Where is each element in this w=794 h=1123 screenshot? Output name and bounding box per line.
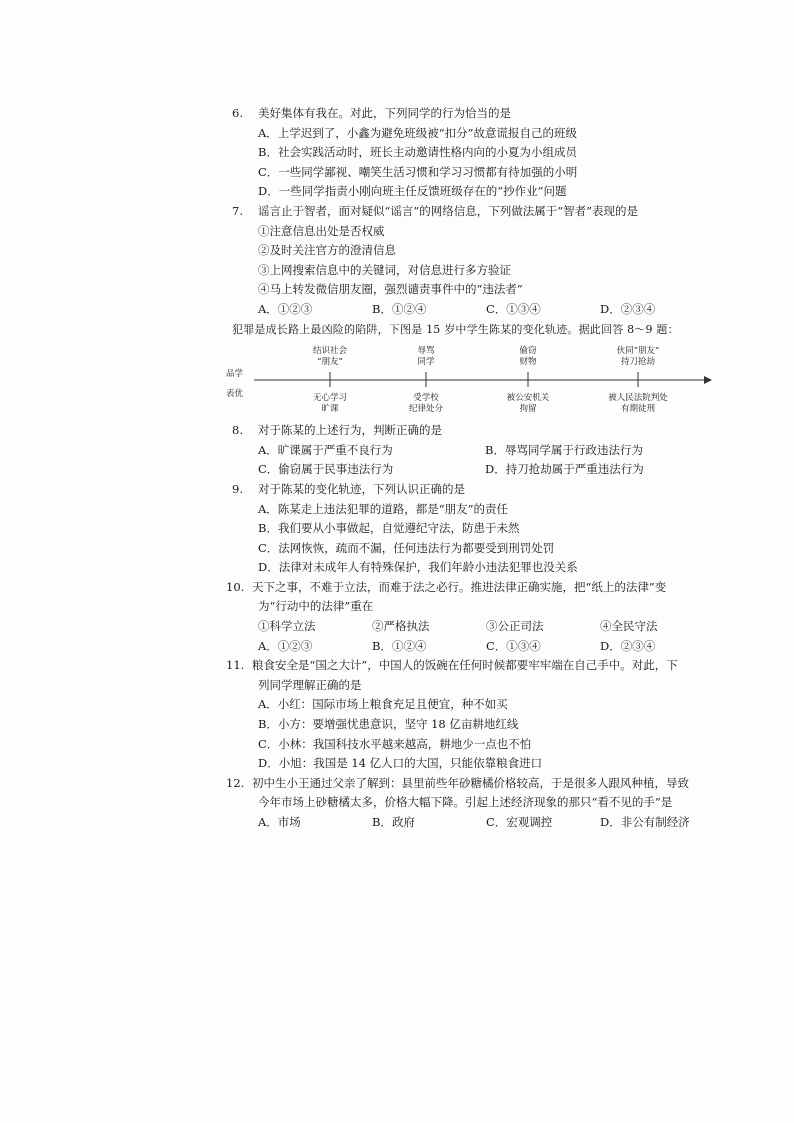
question-stem [232, 104, 752, 124]
option-c: C．一些同学鄙视、嘲笑生活习惯和学习习惯都有待加强的小明 [258, 164, 578, 179]
question-text-cont: 列同学理解正确的是 [258, 677, 362, 692]
option-b: B．政府 [372, 815, 415, 829]
question-text: 初中生小王通过父亲了解到：县里前些年砂糖橘价格较高，于是很多人跟风种植，导致 [252, 775, 689, 790]
choice-row [232, 460, 752, 480]
question-stem [232, 421, 752, 441]
statement-4: ④马上转发微信朋友圈，强烈谴责事件中的“违法者” [258, 282, 523, 297]
question-stem [232, 202, 752, 222]
option-a: A．小红：国际市场上粮食充足且便宜，种不如买 [258, 697, 508, 712]
statement-2: ②严格执法 [372, 619, 430, 634]
statement-4: ④全民守法 [600, 619, 658, 634]
option-d: D．持刀抢劫属于严重违法行为 [485, 462, 644, 477]
option-d: D．一些同学指责小刚向班主任反馈班级存在的“抄作业”问题 [258, 184, 567, 199]
option-c: C．①③④ [486, 638, 541, 653]
option-c: C．①③④ [486, 301, 541, 316]
event-bottom-1: 无心学习 旷课 [312, 393, 347, 415]
question-stem [226, 578, 752, 598]
question-11 [226, 656, 752, 774]
question-stem [226, 656, 752, 676]
option-c: C．法网恢恢，疏而不漏，任何违法行为都要受到刑罚处罚 [258, 540, 555, 555]
option-a: A．市场 [258, 815, 301, 829]
question-stem [232, 480, 752, 500]
option-d: D．②③④ [600, 301, 656, 316]
option-a: A．上学迟到了，小鑫为避免班级被“扣分”故意谎报自己的班级 [258, 125, 578, 140]
question-text-cont: 为“行动中的法律”重在 [258, 599, 374, 614]
question-number: 9. [232, 481, 243, 496]
event-bottom-2: 受学校 纪律处分 [408, 393, 443, 415]
option-a: A．陈某走上违法犯罪的道路，都是“朋友”的责任 [258, 501, 509, 516]
option-b: B．辱骂同学属于行政违法行为 [485, 442, 643, 457]
option-b: B．社会实践活动时，班长主动邀请性格内向的小夏为小组成员 [258, 145, 577, 160]
option-b: B．①②④ [372, 638, 427, 653]
option-d: D．法律对未成年人有特殊保护，我们年龄小违法犯罪也没关系 [258, 560, 578, 575]
event-top-2: 辱骂 同学 [417, 346, 435, 368]
question-content [226, 104, 752, 833]
question-number: 11. [226, 658, 245, 673]
material-intro: 犯罪是成长路上最凶险的陷阱，下图是 15 岁中学生陈某的变化轨迹。据此回答 8～9 题： [232, 322, 679, 336]
question-text-cont: 今年市场上砂糖橘太多，价格大幅下降。引起上述经济现象的那只“看不见的手”是 [258, 795, 673, 810]
statement-1: ①科学立法 [258, 619, 316, 634]
question-number: 7. [232, 203, 243, 218]
question-number: 6. [232, 106, 243, 120]
event-top-1: 结识社会 “朋友” [312, 346, 347, 368]
question-6 [232, 104, 752, 202]
option-c: C．小林：我国科技水平越来越高，耕地少一点也不怕 [258, 736, 532, 751]
option-a: A．①②③ [258, 638, 313, 653]
question-10 [226, 578, 752, 656]
question-8 [232, 421, 752, 480]
option-a: A．旷课属于严重不良行为 [258, 442, 393, 457]
choice-row [232, 813, 752, 833]
statement-2: ②及时关注官方的澄清信息 [258, 243, 396, 258]
option-b: B．我们要从小事做起，自觉遵纪守法，防患于未然 [258, 521, 520, 536]
choice-row [232, 637, 752, 657]
question-12 [226, 774, 752, 833]
timeline-start-bottom: 表优 [226, 389, 244, 400]
option-d: D．非公有制经济 [600, 815, 690, 829]
event-top-4: 伙同“朋友” 持刀抢劫 [616, 346, 660, 368]
statement-3: ③上网搜索信息中的关键词，对信息进行多方验证 [258, 262, 511, 277]
event-bottom-4: 被人民法院判处 有期徒刑 [608, 393, 668, 415]
option-c: C．偷窃属于民事违法行为 [258, 462, 394, 477]
event-bottom-3: 被公安机关 拘留 [506, 393, 550, 415]
question-number: 12. [226, 775, 245, 790]
option-d: D．小旭：我国是 14 亿人口的大国，只能依靠粮食进口 [258, 756, 543, 771]
choice-row [232, 300, 752, 320]
question-number: 10. [226, 579, 245, 594]
option-d: D．②③④ [600, 638, 656, 653]
statement-1: ①注意信息出处是否权威 [258, 223, 385, 238]
question-9 [232, 480, 752, 578]
timeline-start-top: 品学 [226, 369, 244, 380]
option-b: B．小方：要增强忧患意识，坚守 18 亿亩耕地红线 [258, 717, 519, 732]
statement-row [232, 617, 752, 637]
option-a: A．①②③ [258, 301, 313, 316]
question-text: 谣言止于智者，面对疑似“谣言”的网络信息，下列做法属于“智者”表现的是 [258, 203, 639, 218]
option-b: B．①②④ [372, 301, 427, 316]
statement-3: ③公正司法 [486, 619, 544, 634]
question-text: 天下之事，不难于立法，而难于法之必行。推进法律正确实施，把“纸上的法律”变 [252, 579, 667, 594]
question-stem [226, 774, 752, 794]
change-timeline-figure [226, 339, 726, 421]
choice-row [232, 441, 752, 461]
question-7 [232, 202, 752, 320]
question-number: 8. [232, 423, 243, 438]
event-top-3: 偷窃 财物 [519, 346, 537, 368]
question-text: 对于陈某的变化轨迹，下列认识正确的是 [258, 481, 465, 496]
question-text: 美好集体有我在。对此，下列同学的行为恰当的是 [258, 106, 511, 120]
question-text: 对于陈某的上述行为，判断正确的是 [258, 423, 442, 438]
question-text: 粮食安全是“国之大计”，中国人的饭碗在任何时候都要牢牢端在自己手中。对此，下 [252, 658, 678, 673]
option-c: C．宏观调控 [486, 815, 553, 829]
